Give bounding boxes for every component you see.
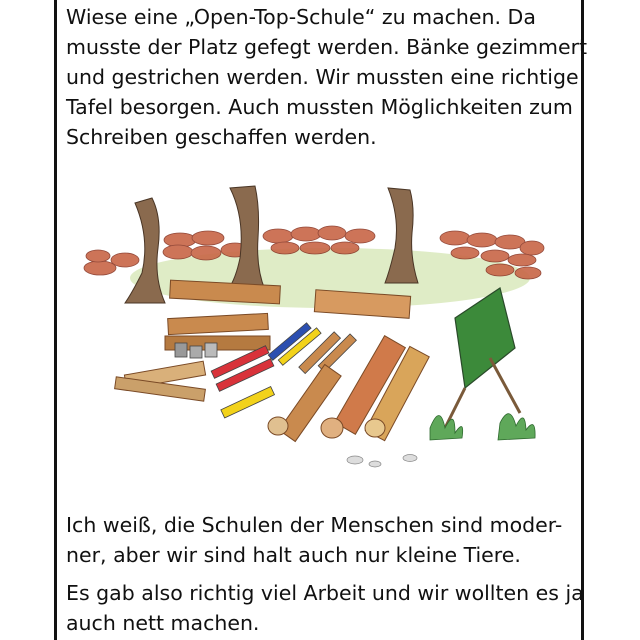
- text-line: Es gab also richtig viel Arbeit und wir wollten es ja: [66, 581, 584, 605]
- text-line: Schreiben geschaffen werden.: [66, 125, 377, 149]
- chalkboard: [445, 288, 520, 428]
- text-line: und gestrichen werden. Wir mussten eine richtige: [66, 65, 579, 89]
- plants: [430, 414, 535, 440]
- bottom-paragraph-1: [66, 510, 586, 570]
- text-line: Wiese eine „Open-Top-Schule“ zu machen. Da: [66, 5, 536, 29]
- stones: [347, 455, 417, 468]
- bottom-paragraph-2: [66, 578, 586, 638]
- text-line: musste der Platz gefegt werden. Bänke gezimmert: [66, 35, 588, 59]
- text-line: ner, aber wir sind halt auch nur kleine Tiere.: [66, 543, 521, 567]
- text-line: Tafel besorgen. Auch mussten Möglichkeiten zum: [66, 95, 573, 119]
- text-line: auch nett machen.: [66, 611, 260, 635]
- top-paragraph: [66, 2, 586, 152]
- text-line: Ich weiß, die Schulen der Menschen sind moder-: [66, 513, 563, 537]
- school-yard-illustration: [70, 178, 570, 478]
